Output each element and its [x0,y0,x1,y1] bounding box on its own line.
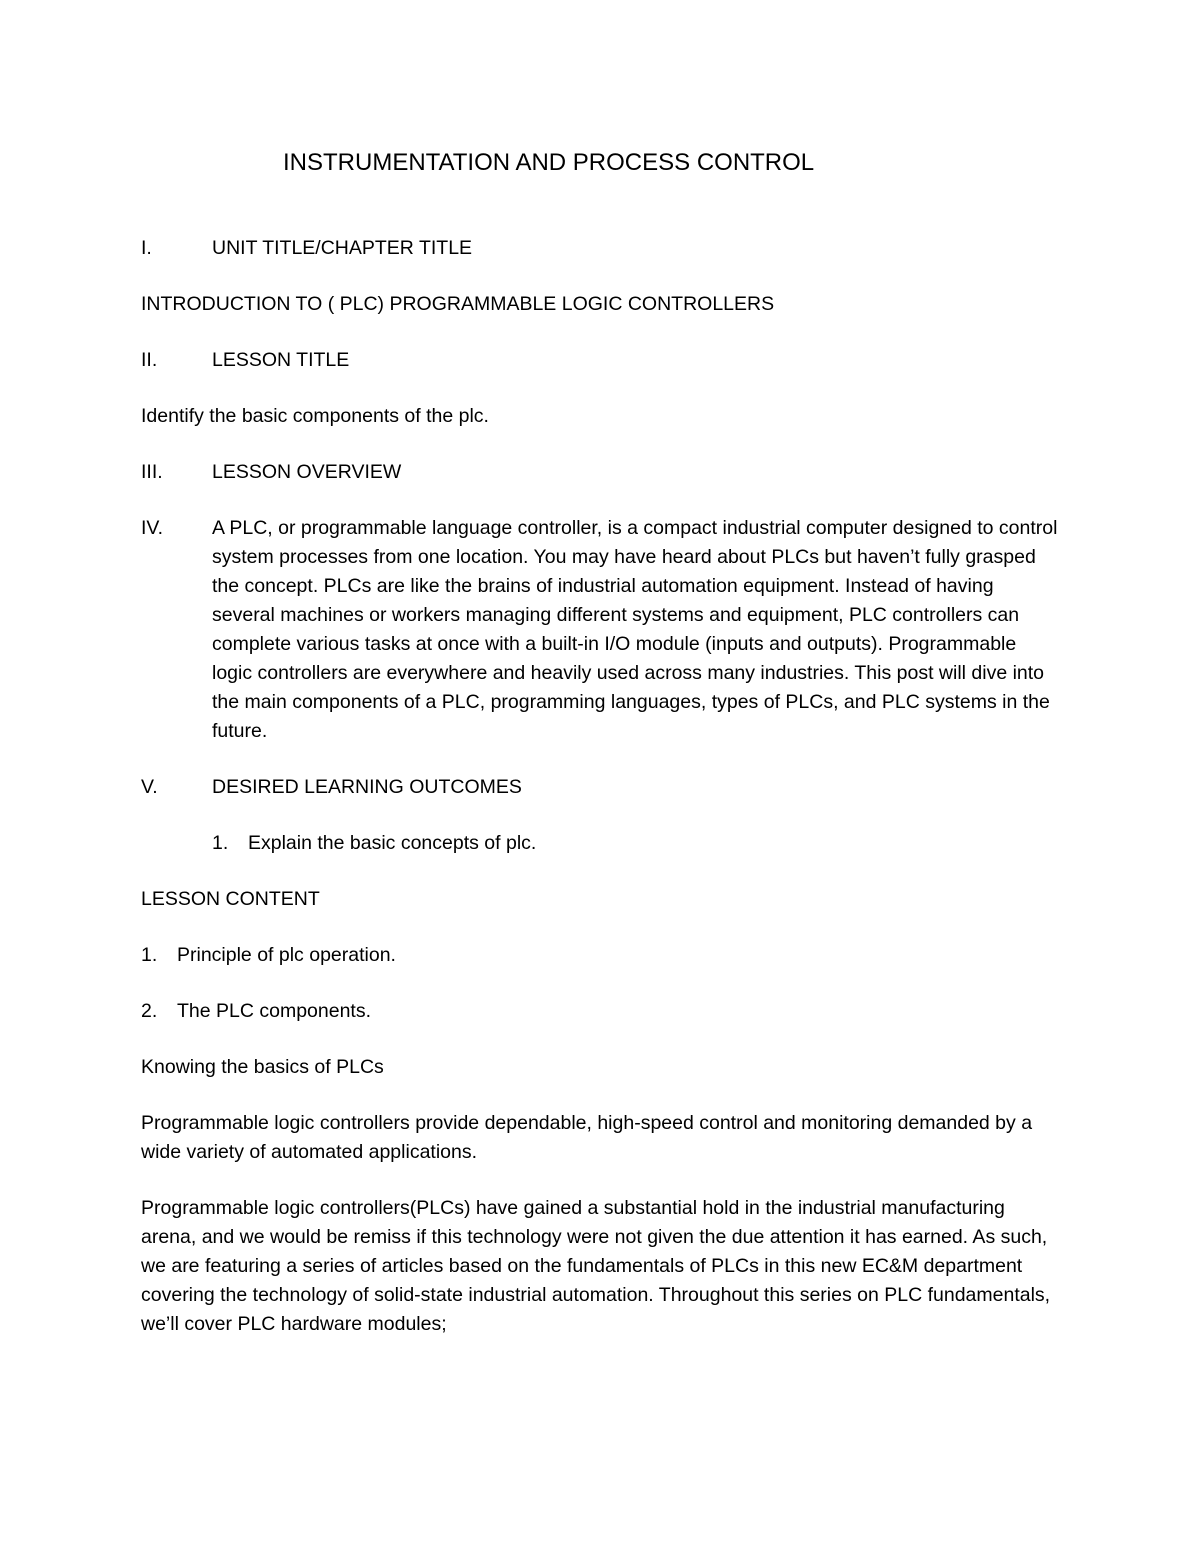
section-heading: LESSON OVERVIEW [212,461,402,483]
basics-heading: Knowing the basics of PLCs [141,1056,384,1078]
lesson-content-heading: LESSON CONTENT [141,888,320,910]
overview-paragraph: A PLC, or programmable language controller, is a compact industrial computer designed to control system processes from one location. You may have heard about PLCs but haven’t fully grasped the concept. PLCs are like the brains of industrial automation equipment. Instead of having several machines or workers managing different systems and equipment, PLC controllers can complete various tasks at once with a built-in I/O module (inputs and outputs). Programmable logic controllers are everywhere and heavily used across many industries. This post will dive into the main components of a PLC, programming languages, types of PLCs, and PLC systems in the future. [212,517,1058,742]
content-item-text: Principle of plc operation. [177,944,396,966]
document-title: INSTRUMENTATION AND PROCESS CONTROL [283,149,815,176]
unit-title: INTRODUCTION TO ( PLC) PROGRAMMABLE LOGIC CONTROLLERS [141,293,775,315]
section-heading: LESSON TITLE [212,349,350,371]
section-heading: UNIT TITLE/CHAPTER TITLE [212,237,473,259]
section-5 [141,773,1061,802]
outcome-text: Explain the basic concepts of plc. [248,832,537,854]
paragraph-2: Programmable logic controllers(PLCs) have gained a substantial hold in the industrial manufacturing arena, and we would be remiss if this technology were not given the due attention it has earned. As such, we are featuring a series of articles based on the fundamentals of PLCs in this new EC&M department covering the technology of solid-state industrial automation. Throughout this series on PLC fundamentals, we’ll cover PLC hardware modules; [141,1197,1051,1335]
section-1 [141,234,1061,263]
section-numeral: III. [141,461,163,483]
section-2 [141,346,1061,375]
content-item-number: 1. [141,944,158,966]
section-numeral: II. [141,349,158,371]
document-body [141,146,1061,1366]
section-numeral: IV. [141,517,164,539]
section-numeral: I. [141,237,152,259]
section-3 [141,458,1061,487]
paragraph-1: Programmable logic controllers provide dependable, high-speed control and monitoring demanded by a wide variety of automated applications. [141,1112,1033,1163]
section-4 [141,514,1061,746]
outcome-item [212,829,1061,858]
content-item [141,941,1061,970]
section-heading: DESIRED LEARNING OUTCOMES [212,776,522,798]
section-numeral: V. [141,776,158,798]
lesson-title: Identify the basic components of the plc. [141,405,489,427]
content-item-number: 2. [141,1000,158,1022]
content-item-text: The PLC components. [177,1000,372,1022]
content-item [141,997,1061,1026]
outcome-number: 1. [212,832,229,854]
